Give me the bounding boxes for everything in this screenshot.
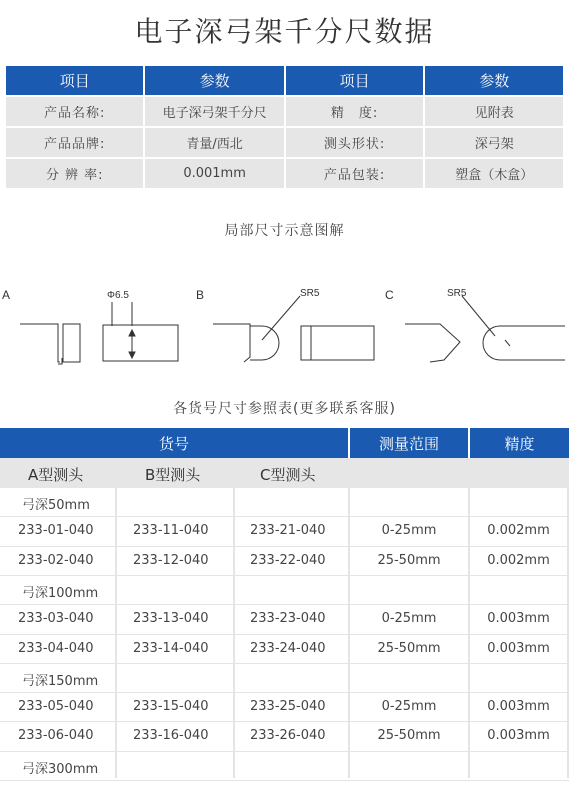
model-a: 233-03-040 <box>18 611 94 627</box>
model-a: 233-05-040 <box>18 699 94 715</box>
b-dim-label: SR5 <box>300 288 320 299</box>
model-a: 233-01-040 <box>18 523 94 539</box>
spec-row <box>6 159 563 188</box>
c-frame <box>405 324 460 362</box>
table-row <box>0 635 569 664</box>
subheader-row <box>0 458 569 488</box>
b-label: B <box>196 288 205 302</box>
model-b: 233-14-040 <box>133 640 209 656</box>
table-row <box>0 517 569 546</box>
spec-header-param-1: 参数 <box>145 66 283 95</box>
range-cell: 0-25mm <box>381 699 437 715</box>
a-label: A <box>2 288 11 302</box>
accuracy-cell: 0.002mm <box>487 523 550 539</box>
spec-header-item-1: 项目 <box>6 66 143 95</box>
header-item-number: 货号 <box>0 428 348 458</box>
model-b: 233-15-040 <box>133 699 209 715</box>
header-accuracy: 精度 <box>470 428 569 458</box>
spec-key: 分 辨 率: <box>6 159 143 188</box>
subheader-b: B型测头 <box>145 466 201 484</box>
model-b: 233-11-040 <box>133 523 209 539</box>
group-label: 弓深300mm <box>22 761 99 777</box>
a-anvil <box>63 324 80 362</box>
spec-value: 0.001mm <box>145 159 283 188</box>
model-a: 233-06-040 <box>18 728 94 744</box>
subheader-a: A型测头 <box>28 466 84 484</box>
b-leader <box>262 296 300 340</box>
group-row <box>0 488 569 517</box>
spec-header-param-2: 参数 <box>425 66 563 95</box>
spec-value: 塑盒（木盒） <box>425 159 563 188</box>
diagram-title: 局部尺寸示意图解 <box>224 223 345 239</box>
range-cell: 25-50mm <box>377 640 441 656</box>
model-table-title: 各货号尺寸参照表(更多联系客服) <box>173 401 396 417</box>
model-c: 233-24-040 <box>250 640 326 656</box>
spec-value: 见附表 <box>425 97 563 126</box>
spec-value: 青量/西北 <box>145 128 283 157</box>
b-spindle <box>301 326 374 360</box>
group-row <box>0 752 569 781</box>
spec-row <box>6 97 563 126</box>
model-b: 233-13-040 <box>133 611 209 627</box>
spec-key: 产品包装: <box>286 159 424 188</box>
page-title: 电子深弓架千分尺数据 <box>134 15 435 48</box>
range-cell: 25-50mm <box>377 728 441 744</box>
spec-key: 产品名称: <box>6 97 143 126</box>
group-label: 弓深50mm <box>22 498 90 513</box>
a-arrow-up <box>129 330 135 336</box>
subheader-c: C型测头 <box>260 466 316 484</box>
model-a: 233-04-040 <box>18 640 94 656</box>
spec-key: 测头形状: <box>286 128 424 157</box>
b-sphere <box>262 326 279 360</box>
probe-diagram <box>0 282 569 382</box>
table-row <box>0 722 569 751</box>
group-row <box>0 576 569 605</box>
spec-row <box>6 128 563 157</box>
header-range: 测量范围 <box>350 428 468 458</box>
accuracy-cell: 0.002mm <box>487 552 550 568</box>
b-frame <box>213 324 250 362</box>
spec-header-row <box>6 66 563 95</box>
c-dim-label: SR5 <box>447 288 467 299</box>
accuracy-cell: 0.003mm <box>487 640 550 656</box>
model-c: 233-21-040 <box>250 523 326 539</box>
accuracy-cell: 0.003mm <box>487 611 550 627</box>
spec-value: 深弓架 <box>425 128 563 157</box>
a-spindle <box>103 325 178 361</box>
accuracy-cell: 0.003mm <box>487 728 550 744</box>
accuracy-cell: 0.003mm <box>487 699 550 715</box>
model-a: 233-02-040 <box>18 552 94 568</box>
range-cell: 0-25mm <box>381 523 437 539</box>
spec-value: 电子深弓架千分尺 <box>145 97 283 126</box>
a-frame-corner <box>58 358 62 364</box>
model-c: 233-25-040 <box>250 699 326 715</box>
range-cell: 25-50mm <box>377 552 441 568</box>
model-c: 233-22-040 <box>250 552 326 568</box>
model-c: 233-23-040 <box>250 611 326 627</box>
spec-table <box>4 64 565 190</box>
a-frame-line <box>20 324 60 362</box>
c-leader <box>462 296 495 336</box>
spec-key: 产品品牌: <box>6 128 143 157</box>
group-label: 弓深150mm <box>22 673 99 689</box>
model-b: 233-12-040 <box>133 552 209 568</box>
a-dim-label: Φ6.5 <box>107 290 129 301</box>
a-arrow-down <box>129 352 135 358</box>
c-label: C <box>385 288 394 302</box>
model-c: 233-26-040 <box>250 728 326 744</box>
group-label: 弓深100mm <box>22 585 99 601</box>
table-row <box>0 547 569 576</box>
table-row <box>0 693 569 722</box>
group-row <box>0 664 569 693</box>
spec-header-item-2: 项目 <box>286 66 424 95</box>
table-row <box>0 605 569 634</box>
model-b: 233-16-040 <box>133 728 209 744</box>
range-cell: 0-25mm <box>381 611 437 627</box>
spec-key: 精 度: <box>286 97 424 126</box>
